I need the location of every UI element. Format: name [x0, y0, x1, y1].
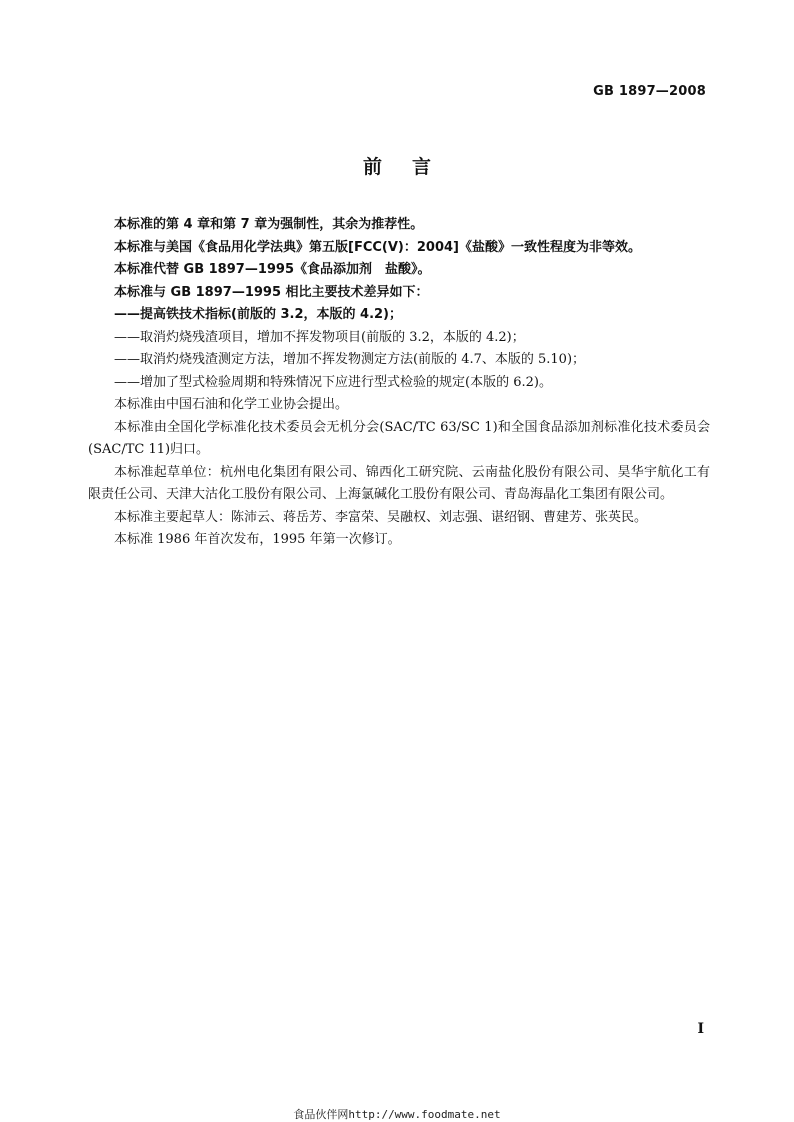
list-item: ——提高铁技术指标(前版的 3.2，本版的 4.2)； [114, 307, 402, 322]
list-item: ——取消灼烧残渣测定方法，增加不挥发物测定方法(前版的 4.7、本版的 5.10)； [114, 352, 586, 367]
paragraph-replaces: 本标准代替 GB 1897—1995《食品添加剂 盐酸》。 [114, 262, 431, 277]
paragraph-mandatory-chapters: 本标准的第 4 章和第 7 章为强制性，其余为推荐性。 [114, 217, 424, 232]
page-number: I [697, 1021, 704, 1037]
paragraph-differences-intro: 本标准与 GB 1897—1995 相比主要技术差异如下： [114, 284, 429, 300]
paragraph-consistency: 本标准与美国《食品用化学法典》第五版[FCC(V)：2004]《盐酸》一致性程度为非等效。 [114, 239, 641, 255]
foreword-body [88, 214, 710, 552]
standard-code: GB 1897—2008 [593, 84, 706, 99]
paragraph-drafters: 本标准主要起草人：陈沛云、蒋岳芳、李富荣、吴融权、刘志强、谌绍钢、曹建芳、张英民。 [114, 509, 648, 525]
paragraph-drafting-units: 本标准起草单位：杭州电化集团有限公司、锦西化工研究院、云南盐化股份有限公司、昊华宇航化工有限责任公司、天津大沽化工股份有限公司、上海氯碱化工股份有限公司、青岛海晶化工集团有限公司。 [88, 464, 710, 502]
paragraph-proposer: 本标准由中国石油和化学工业协会提出。 [114, 397, 349, 412]
footer-watermark: 食品伙伴网http://www.foodmate.net [293, 1108, 501, 1121]
list-item: ——增加了型式检验周期和特殊情况下应进行型式检验的规定(本版的 6.2)。 [114, 374, 552, 390]
paragraph-history: 本标准 1986 年首次发布，1995 年第一次修订。 [114, 532, 401, 547]
list-item: ——取消灼烧残渣项目，增加不挥发物项目(前版的 3.2，本版的 4.2)； [114, 329, 525, 345]
page-title: 前言 [362, 156, 461, 178]
paragraph-centralized: 本标准由全国化学标准化技术委员会无机分会(SAC/TC 63/SC 1)和全国食品添加剂标准化技术委员会(SAC/TC 11)归口。 [88, 419, 710, 457]
